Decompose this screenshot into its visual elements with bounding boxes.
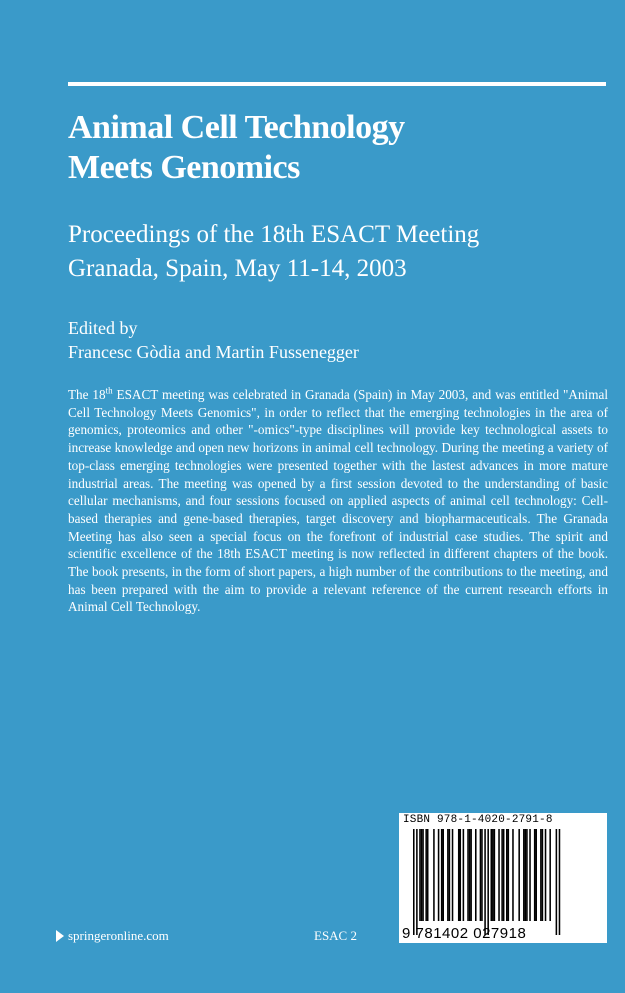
barcode-bar bbox=[481, 829, 483, 921]
barcode-bar bbox=[540, 829, 542, 921]
isbn-barcode bbox=[399, 813, 607, 943]
barcode-bar bbox=[534, 829, 536, 921]
barcode-bar bbox=[427, 829, 429, 921]
barcode-bar bbox=[421, 829, 423, 921]
barcode-bar bbox=[416, 829, 418, 935]
book-subtitle bbox=[68, 218, 608, 286]
barcode-bar bbox=[501, 829, 503, 921]
barcode-bar bbox=[512, 829, 514, 921]
isbn-label: ISBN 978-1-4020-2791-8 bbox=[403, 814, 553, 826]
barcode-bar bbox=[535, 829, 537, 921]
barcode-bar bbox=[413, 829, 415, 935]
editor-names: Francesc Gòdia and Martin Fussenegger bbox=[68, 342, 359, 362]
barcode-bar bbox=[425, 829, 427, 921]
barcode-bar bbox=[542, 829, 544, 921]
barcode-bar bbox=[449, 829, 451, 921]
publisher-website[interactable] bbox=[56, 928, 169, 944]
description-text bbox=[68, 386, 608, 616]
edited-by-label: Edited by bbox=[68, 318, 138, 338]
barcode-bar bbox=[422, 829, 424, 921]
ean-digits: 9 781402 027918 bbox=[402, 925, 527, 942]
barcode-bar bbox=[525, 829, 527, 921]
chevron-right-icon bbox=[56, 930, 64, 942]
barcode-bar bbox=[518, 829, 520, 921]
title-line-2: Meets Genomics bbox=[68, 149, 300, 186]
barcode-bar bbox=[526, 829, 528, 921]
blurb-superscript: th bbox=[105, 385, 113, 396]
barcode-bar bbox=[484, 829, 486, 935]
barcode-bar bbox=[467, 829, 469, 921]
barcode-bar bbox=[487, 829, 489, 935]
barcode-bar bbox=[458, 829, 460, 921]
barcode-bar bbox=[469, 829, 471, 921]
editors-block bbox=[68, 316, 608, 364]
barcode-bar bbox=[556, 829, 558, 935]
barcode-bar bbox=[545, 829, 547, 921]
barcode-bar bbox=[492, 829, 494, 921]
barcode-bar bbox=[419, 829, 421, 921]
blurb-part-1: The 18 bbox=[68, 387, 106, 402]
title-line-1: Animal Cell Technology bbox=[68, 109, 405, 146]
barcode-bar bbox=[433, 829, 435, 921]
barcode-bar bbox=[498, 829, 500, 921]
barcode-bar bbox=[506, 829, 508, 921]
barcode-bar bbox=[508, 829, 510, 921]
barcode-bar bbox=[480, 829, 482, 921]
barcode-bar bbox=[438, 829, 440, 921]
barcode-bar bbox=[494, 829, 496, 921]
barcode-bar bbox=[475, 829, 477, 921]
website-text: springeronline.com bbox=[68, 928, 169, 943]
barcode-bar bbox=[452, 829, 454, 921]
top-rule bbox=[68, 82, 606, 86]
barcode-bar bbox=[523, 829, 525, 921]
barcode-graphic bbox=[399, 813, 607, 943]
book-title bbox=[68, 108, 608, 188]
subtitle-line-1: Proceedings of the 18th ESACT Meeting bbox=[68, 221, 480, 248]
barcode-bar bbox=[529, 829, 531, 921]
barcode-bar bbox=[460, 829, 462, 921]
series-code: ESAC 2 bbox=[314, 928, 357, 943]
barcode-bar bbox=[442, 829, 444, 921]
barcode-bar bbox=[441, 829, 443, 921]
blurb-part-2: ESACT meeting was celebrated in Granada (Spain) in May 2003, and was entitled "Animal Cell Technology Meets Genomics", in order to reflect that the emerging technologies in the area of genomics, proteomics and other "-omics"-type disciplines will provide key technological assets to increase knowledge and open new horizons in animal cell technology. During the meeting a variety of top-class emerging technologies were presented together with the lastest advances in more mature industrial areas. The meeting was opened by a first session devoted to the understanding of basic cellular mechanisms, and four sessions focused on applied aspects of animal cell technology: Cell-based therapies and gene-based therapies, target discovery and biopharmaceuticals. The Granada Meeting has also seen a special focus on the forefront of industrial case studies. The spirit and scientific excellence of the 18th ESACT meeting is now reflected in different chapters of the book. The book presents, in the form of short papers, a high number of the contributions to the meeting, and has been prepared with the aim to provide a relevant reference of the current research efforts in Animal Cell Technology. bbox=[68, 387, 608, 615]
barcode-bar bbox=[503, 829, 505, 921]
barcode-bar bbox=[470, 829, 472, 921]
barcode-bar bbox=[491, 829, 493, 921]
barcode-bar bbox=[559, 829, 561, 935]
barcode-bar bbox=[447, 829, 449, 921]
subtitle-line-2: Granada, Spain, May 11-14, 2003 bbox=[68, 255, 407, 282]
barcode-bar bbox=[549, 829, 551, 921]
barcode-bar bbox=[463, 829, 465, 921]
